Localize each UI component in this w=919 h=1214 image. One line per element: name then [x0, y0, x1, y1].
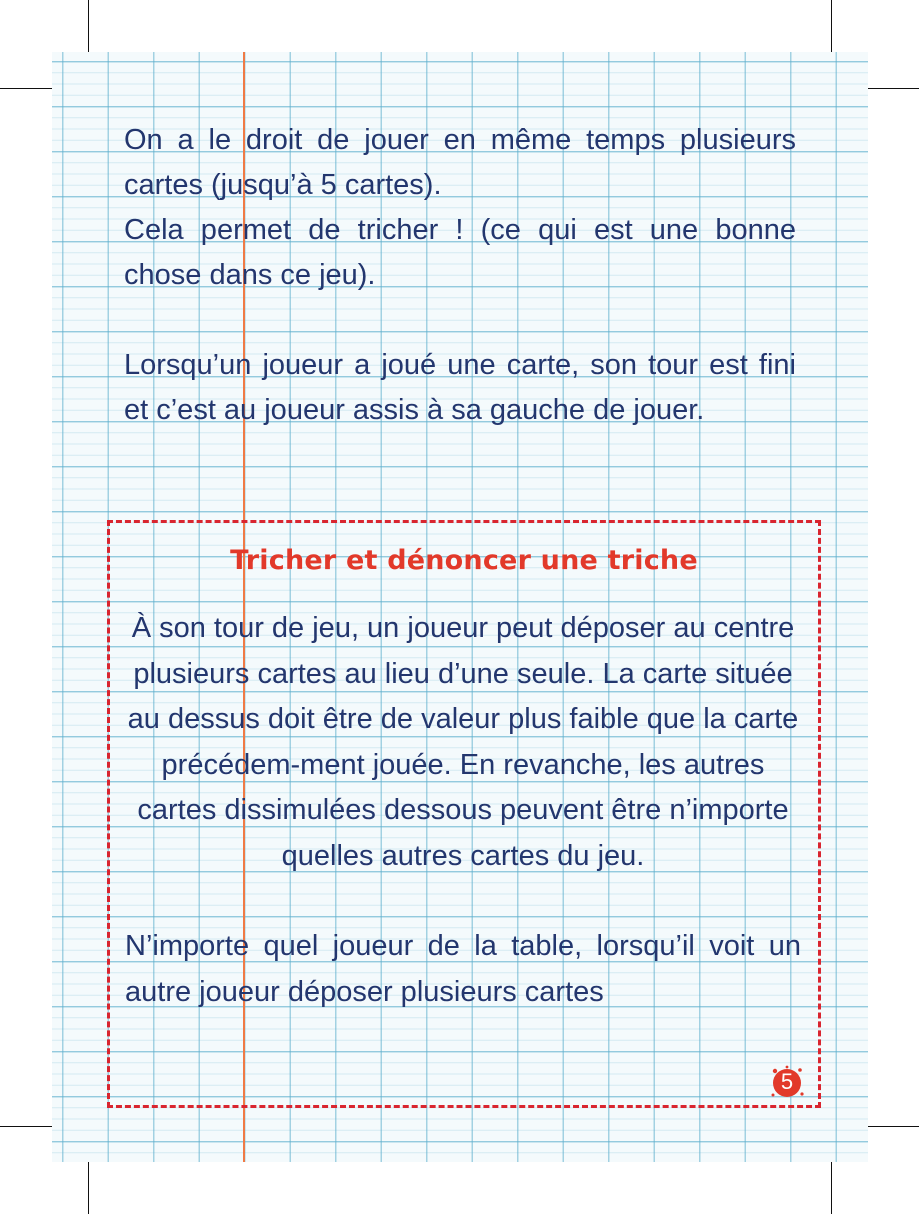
rule-box-text	[125, 606, 801, 1015]
page-number: 5	[780, 1069, 794, 1094]
intro-text	[124, 118, 796, 433]
rule-box-title: Tricher et dénoncer une triche	[230, 545, 698, 576]
intro-paragraph: Cela permet de tricher ! (ce qui est une bonne chose dans ce jeu).	[124, 214, 796, 291]
spacer	[124, 298, 796, 343]
rule-paragraph: À son tour de jeu, un joueur peut déposer au centre plusieurs cartes au lieu d’une seule. La carte située au dessus doit être de valeur plus faible que la carte précédem-ment jouée. En revanche, les autres cartes dissimulées dessous peuvent être n’importe quelles autres cartes du jeu.	[127, 612, 799, 872]
spacer	[125, 879, 801, 924]
intro-paragraph: On a le droit de jouer en même temps plusieurs cartes (jusqu’à 5 cartes).	[124, 124, 796, 201]
rule-box	[107, 520, 821, 1108]
intro-paragraph: Lorsqu’un joueur a joué une carte, son tour est fini et c’est au joueur assis à sa gauche de jouer.	[124, 349, 796, 426]
rule-paragraph: N’importe quel joueur de la table, lorsqu’il voit un autre joueur déposer plusieurs cartes	[125, 930, 801, 1008]
